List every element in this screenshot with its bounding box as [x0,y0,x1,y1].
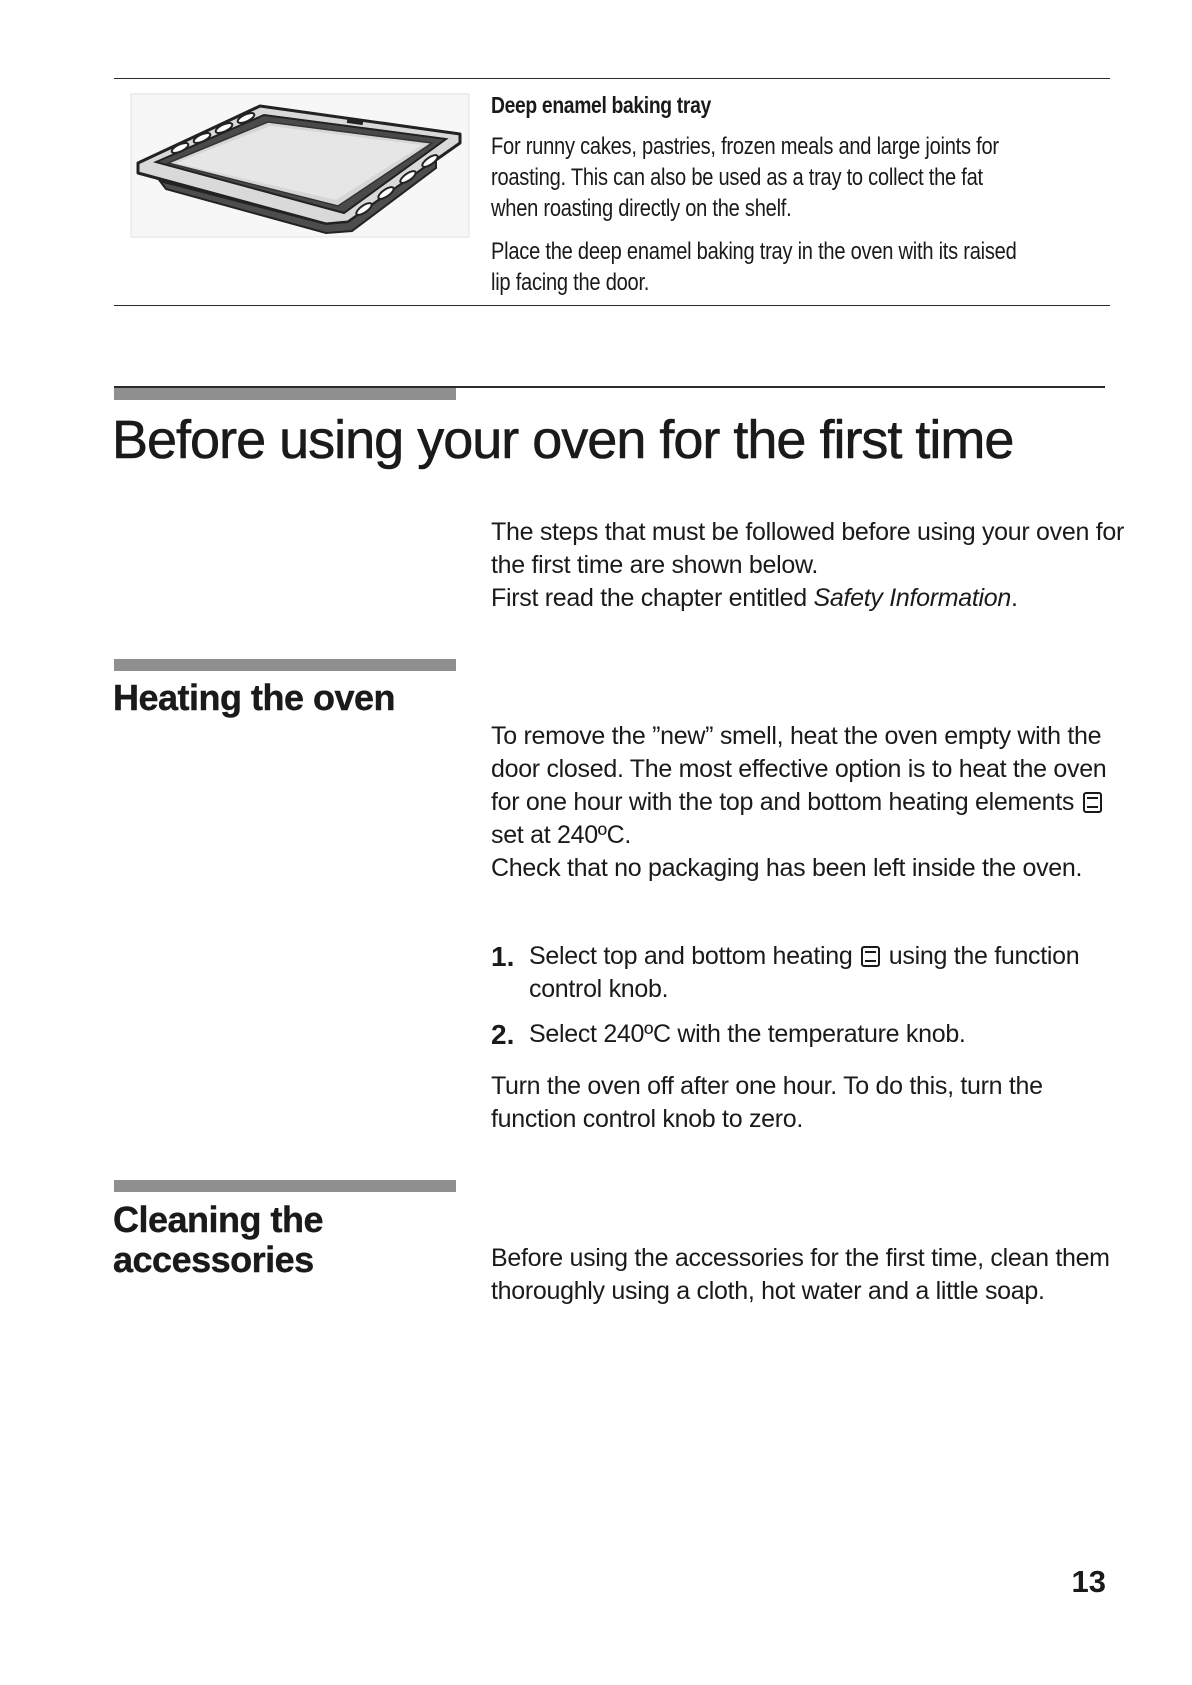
heating-heading-bar [114,659,456,671]
cleaning-instructions: Before using the accessories for the first time, clean them thoroughly using a cloth, hot water and a little soap. [491,1244,1110,1305]
page-number: 13 [1071,1564,1106,1599]
top-bottom-heating-icon [1083,792,1102,813]
packaging-check-text: Check that no packaging has been left inside the oven. [491,854,1083,882]
table-top-rule [114,78,1110,79]
intro-line-2-prefix: First read the chapter entitled [491,584,814,612]
page-title: Before using your oven for the first time [112,410,1014,470]
intro-line-2-suffix: . [1011,584,1018,612]
intro-text [491,516,1131,615]
section-heading-rule [114,386,1105,388]
heating-instructions [491,720,1131,885]
baking-tray-illustration [130,93,470,238]
cleaning-heading: Cleaning the accessories [113,1199,324,1280]
heating-heading: Heating the oven [113,677,396,718]
safety-information-reference: Safety Information [813,584,1012,612]
step-number: 1. [491,941,515,972]
cleaning-heading-bar [114,1180,456,1192]
section-heading-bar [114,388,456,400]
step-2-text: Select 240ºC with the temperature knob. [529,1020,966,1048]
heating-text-part-2: set at 240ºC. [491,821,632,849]
accessory-description: For runny cakes, pastries, frozen meals and large joints for roasting. This can also be used as a tray to collect the fat when roasting directly on the shelf. [491,133,999,222]
step-1-text-a: Select top and bottom heating [529,942,853,970]
step-text [529,940,1129,1006]
top-bottom-heating-icon [861,946,880,967]
accessory-placement: Place the deep enamel baking tray in the oven with its raised lip facing the door. [491,238,1017,296]
accessory-title: Deep enamel baking tray [491,92,711,118]
heating-text-part-1: To remove the ”new” smell, heat the oven empty with the door closed. The most effective option is to heat the oven for one hour with the top and bottom heating elements [491,722,1107,816]
step-1-text-b: using the function control knob. [529,942,1080,1003]
table-bottom-rule [114,305,1110,306]
turn-off-instructions: Turn the oven off after one hour. To do this, turn the function control knob to zero. [491,1072,1043,1133]
step-number: 2. [491,1019,515,1050]
intro-line-1: The steps that must be followed before using your oven for the first time are shown below. [491,518,1124,579]
